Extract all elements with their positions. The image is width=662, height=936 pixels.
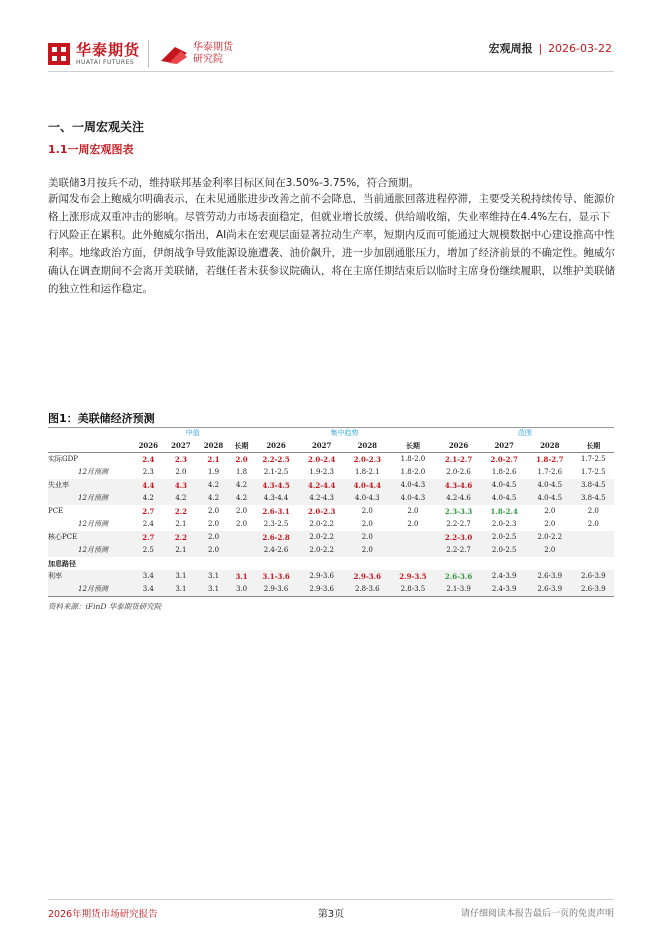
table-cell: 2.6-3.1 [262,507,290,516]
section-subtitle: 1.1一周宏观图表 [48,143,134,156]
group-header-cell: 范围 [517,430,532,437]
table-cell: 3.4 [132,583,165,597]
report-type: 宏观周报 [488,42,533,55]
table-cell: 2.0-2.6 [446,468,471,476]
row-label: 12月预测 [78,468,108,476]
table-cell: 4.0-4.5 [481,492,527,505]
table-cell: 2.6-3.9 [527,570,573,583]
table-cell [573,531,614,544]
table-cell: 2.0-2.3 [308,507,336,516]
institute-name-line2: 研究院 [193,54,224,65]
table-cell: 1.8-2.0 [400,468,426,476]
table-cell [132,557,165,570]
row-label: 12月预测 [48,492,132,505]
huatai-logo-icon [48,43,70,65]
table-cell: 2.0-2.3 [353,455,381,464]
table-cell: 2.0-2.2 [299,531,345,544]
table-cell: 2.1-2.5 [263,468,289,476]
table-cell: 4.4 [132,479,165,492]
table-row [48,544,614,557]
table-cell: 4.2-4.4 [299,479,345,492]
row-label: 12月预测 [48,583,132,597]
footer-divider [48,899,614,900]
table-cell: 2.4 [142,455,155,464]
table-cell: 4.3-4.5 [253,479,299,492]
table-row [48,479,614,492]
table-cell: 2.0 [587,507,599,515]
table-cell: 2.8-3.6 [345,583,391,597]
table-cell: 2.3-2.5 [263,520,289,528]
table-cell: 4.0-4.4 [345,479,391,492]
table-cell: 1.8-2.4 [490,507,518,516]
group-header-cell: 中值 [185,430,200,437]
report-meta [489,40,612,56]
table-cell: 2.9-3.6 [253,583,299,597]
table-cell: 2.7 [132,531,165,544]
table-cell: 2.0 [587,520,599,528]
year-header-cell: 2026 [132,439,165,453]
table-cell: 2.4 [142,520,154,528]
figure-title: 图1：美联储经济预测 [48,412,155,425]
table-cell: 2.0 [407,507,419,515]
table-cell: 1.9-2.3 [309,468,334,476]
table-cell: 2.0-2.2 [527,531,573,544]
table-cell: 3.4 [132,570,165,583]
table-row [48,531,614,544]
table-cell: 1.7-2.5 [580,468,606,476]
table-cell: 2.2-2.5 [262,455,290,464]
table-cell: 2.0-2.5 [481,531,527,544]
table-cell [299,557,345,570]
table-cell: 3.8-4.5 [573,479,614,492]
year-header-cell: 2027 [165,439,198,453]
table-cell: 4.3-4.6 [436,479,482,492]
table-cell: 4.0-4.3 [390,492,436,505]
table-cell: 1.7-2.5 [580,455,606,463]
table-cell: 4.3 [165,479,198,492]
table-cell [436,557,482,570]
group-header-row [48,428,614,439]
table-cell [253,557,299,570]
table-cell [573,557,614,570]
table-cell: 2.0 [345,531,391,544]
row-label: 利率 [48,570,132,583]
brand-name-en: HUATAI FUTURES [76,59,135,66]
table-cell: 2.8-3.5 [390,583,436,597]
table-cell [481,557,527,570]
table-cell: 1.8-2.1 [354,468,380,476]
row-label: 12月预测 [48,544,132,557]
table-cell: 2.0 [235,520,248,528]
table-cell: 4.2 [230,479,253,492]
logo-divider [148,40,149,68]
table-cell: 2.0-2.5 [481,544,527,557]
table-cell: 2.6-3.9 [527,583,573,597]
table-cell: 2.1 [165,544,198,557]
table-cell: 2.2-3.0 [436,531,482,544]
header-divider [48,71,614,72]
year-header-blank [48,439,132,453]
fed-projection-table [48,428,614,597]
table-cell: 2.9-3.6 [299,570,345,583]
table-cell: 2.2 [165,531,198,544]
table-cell: 2.6-2.8 [253,531,299,544]
table-cell: 2.0 [544,520,556,528]
table-cell: 4.2 [197,479,230,492]
table-cell [390,531,436,544]
table-row [48,570,614,583]
table-cell: 1.8-2.7 [536,455,564,464]
table-cell: 2.0 [361,520,373,528]
institute-logo-icon [159,43,189,65]
table-cell: 2.1 [175,520,187,528]
table-cell: 4.2 [230,492,253,505]
table-cell [390,544,436,557]
table-cell: 4.2 [197,492,230,505]
table-cell: 2.6-3.9 [573,583,614,597]
table-cell: 2.4-2.6 [253,544,299,557]
table-cell: 2.1-2.7 [444,455,473,464]
table-cell: 1.8-2.6 [491,468,517,476]
table-cell: 4.0-4.3 [390,479,436,492]
table-cell: 4.2 [165,492,198,505]
table-cell: 3.1 [230,570,253,583]
table-cell [390,557,436,570]
table-cell: 2.6-3.6 [436,570,482,583]
table-cell: 2.0 [527,544,573,557]
table-cell: 3.1 [197,570,230,583]
table-cell [527,557,573,570]
table-cell: 2.0 [345,544,391,557]
table-cell: 3.1 [165,583,198,597]
group-header-blank [48,428,132,439]
year-header-cell: 长期 [573,439,614,453]
table-cell: 4.0-4.5 [527,492,573,505]
table-cell: 3.1-3.6 [253,570,299,583]
row-label: 加息路径 [48,559,76,568]
table-cell [230,531,253,544]
table-cell [345,557,391,570]
section-title: 一、一周宏观关注 [48,120,145,134]
table-cell: 4.0-4.5 [527,479,573,492]
table-cell: 4.2 [132,492,165,505]
figure-source: 资料来源：iFinD 华泰期货研究院 [48,602,162,611]
table-cell: 2.0 [197,544,230,557]
footer-disclaimer: 请仔细阅读本报告最后一页的免责声明 [460,909,614,919]
table-cell: 4.0-4.3 [345,492,391,505]
table-cell: 3.1 [165,570,198,583]
table-cell: 2.3 [142,468,154,476]
year-header-cell: 2027 [481,439,527,453]
table-cell [197,557,230,570]
year-header-cell: 2028 [345,439,391,453]
table-cell: 2.0 [544,507,556,515]
table-row [48,518,614,531]
table-cell: 4.2-4.6 [436,492,482,505]
table-cell: 2.1 [207,455,220,464]
table-row [48,583,614,597]
table-cell: 2.0 [175,468,187,476]
body-paragraph-2: 新闻发布会上鲍威尔明确表示，在未见通胀进步改善之前不会降息，当前通胀回落进程停滞，主要受关税持续传导、能源价格上涨形成双重冲击的影响。尽管劳动力市场表面稳定，但就业增长放缓、供给端收缩，失业率维持在4.4%左右，显示下行风险正在累积。此外鲍威尔指出，AI尚未在宏观层面显著拉动生产率，短期内反而可能通过大规模数据中心建设推高中性利率。地缘政治方面，伊朗战争导致能源设施遭袭、油价飙升，进一步加剧通胀压力，增加了经济前景的不确定性。鲍威尔确认在调查期间不会离开美联储，若继任者未获参议院确认，将在主席任期结束后以临时主席身份继续履职，以维护美联储的独立性和运作稳定。 [48,193,615,295]
table-cell [165,557,198,570]
year-header-cell: 2028 [197,439,230,453]
table-cell: 2.0 [235,507,248,515]
table-cell: 4.0-4.5 [481,479,527,492]
table-cell: 2.2-2.7 [436,544,482,557]
footer-report-name: 2026年期货市场研究报告 [48,909,158,920]
year-header-cell: 长期 [390,439,436,453]
table-cell: 2.6-3.9 [573,570,614,583]
year-header-cell: 2026 [253,439,299,453]
table-cell: 2.0-2.7 [490,455,518,464]
table-row [48,492,614,505]
brand-name-cn: 华泰期货 [76,41,141,59]
meta-separator: | [538,42,543,55]
year-header-cell: 2026 [436,439,482,453]
table-cell: 2.9-3.6 [345,570,391,583]
table-cell: 2.4-3.9 [481,570,527,583]
table-cell: 1.8-2.0 [400,455,426,463]
page-number: 第3页 [317,909,345,920]
body-paragraph-1: 美联储3月按兵不动，维持联邦基金利率目标区间在3.50%-3.75%，符合预期。 [48,177,420,189]
row-label: 实际GDP [48,455,78,463]
year-header-row [48,439,614,453]
institute-name-line1: 华泰期货 [193,42,234,53]
group-header-cell: 集中趋势 [330,430,359,437]
table-cell: 2.0-2.3 [491,520,517,528]
table-row [48,466,614,479]
table-cell: 2.1-3.9 [436,583,482,597]
table-cell: 2.2-2.7 [446,520,471,528]
table-cell: 2.7 [142,507,155,516]
table-row [48,453,614,467]
year-header-cell: 2027 [299,439,345,453]
year-header-cell: 2028 [527,439,573,453]
report-date: 2026-03-22 [548,42,612,55]
table-cell: 3.0 [230,583,253,597]
table-cell: 4.3-4.4 [253,492,299,505]
table-cell: 2.9-3.6 [299,583,345,597]
row-label: 核心PCE [48,531,132,544]
table-row [48,557,614,570]
table-cell: 2.0 [235,455,248,464]
row-label: PCE [48,507,64,515]
table-cell [573,544,614,557]
table-cell: 4.2-4.3 [299,492,345,505]
year-header-cell: 长期 [230,439,253,453]
table-cell: 2.0 [207,520,220,528]
table-cell: 2.2 [174,507,187,516]
table-cell: 2.9-3.5 [390,570,436,583]
table-cell: 2.0-2.2 [299,544,345,557]
table-cell: 2.0 [207,507,220,515]
table-cell: 3.8-4.5 [573,492,614,505]
table-cell: 1.9 [207,468,220,476]
table-cell: 2.3-3.3 [444,507,473,516]
table-cell: 2.0-2.4 [308,455,336,464]
table-cell: 1.7-2.6 [537,468,563,476]
table-cell: 2.3 [174,455,187,464]
table-cell: 2.0-2.2 [309,520,334,528]
row-label: 12月预测 [78,520,108,528]
huatai-logo [48,40,233,68]
table-cell: 2.0 [361,507,373,515]
table-cell: 2.4-3.9 [481,583,527,597]
table-cell: 2.0 [197,531,230,544]
table-cell: 2.0 [407,520,419,528]
table-cell [230,544,253,557]
table-cell [230,557,253,570]
table-cell: 2.5 [132,544,165,557]
row-label: 失业率 [48,479,132,492]
table-cell: 1.8 [235,468,248,476]
table-cell: 3.1 [197,583,230,597]
table-row [48,505,614,518]
